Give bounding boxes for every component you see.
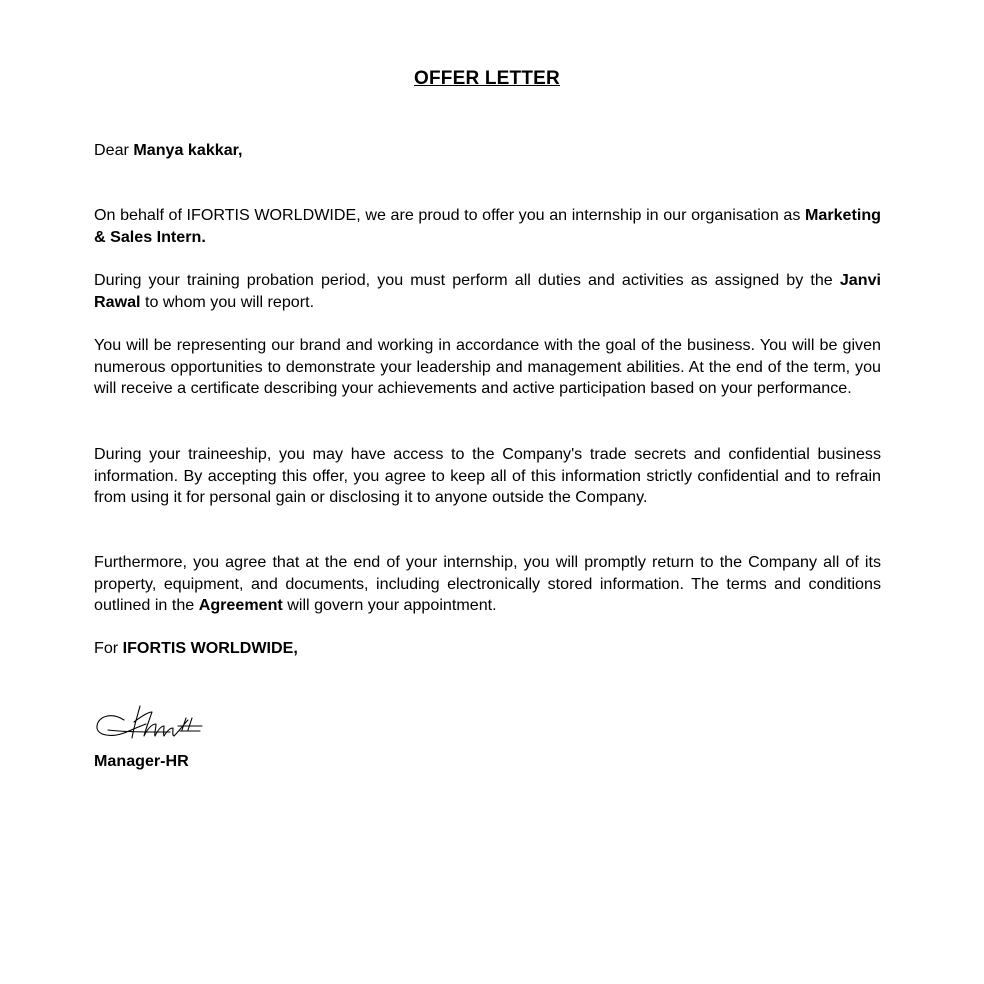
offer-text: On behalf of IFORTIS WORLDWIDE, we are proud to offer you an internship in our organisation as <box>94 206 805 224</box>
position-title: Marketing & Sales Intern. <box>94 206 881 246</box>
signature-image <box>94 702 206 744</box>
company-name: IFORTIS WORLDWIDE, <box>122 639 298 657</box>
salutation <box>94 140 881 162</box>
closing-prefix: For <box>94 639 123 657</box>
letter-title: OFFER LETTER <box>414 68 560 89</box>
return-text-after: will govern your appointment. <box>282 596 497 615</box>
return-text-before: Furthermore, you agree that at the end of your internship, you will promptly return to the Company all of its property, equipment, and documents, including electronically stored information. The terms and conditions outlined in the <box>94 553 881 615</box>
return-property-paragraph <box>94 552 881 617</box>
confidentiality-paragraph: During your traineeship, you may have access to the Company's trade secrets and confidential business information. By accepting this offer, you agree to keep all of this information strictly confidential and to refrain from using it for personal gain or disclosing it to anyone outside the Company. <box>94 445 881 507</box>
agreement-term: Agreement <box>198 596 283 615</box>
offer-paragraph <box>94 205 881 248</box>
representation-paragraph: You will be representing our brand and working in accordance with the goal of the business. You will be given numerous opportunities to demonstrate your leadership and management abilities. At the end of the term, you will receive a certificate describing your achievements and active participation based on your performance. <box>94 336 881 398</box>
recipient-name: Manya kakkar, <box>133 141 243 159</box>
signer-title: Manager-HR <box>94 752 189 770</box>
closing-line <box>94 638 881 660</box>
probation-paragraph <box>94 270 881 313</box>
probation-text-after: to whom you will report. <box>140 292 315 311</box>
salutation-prefix: Dear <box>94 141 134 159</box>
probation-text-before: During your training probation period, you must perform all duties and activities as assigned by the <box>94 271 840 289</box>
supervisor-name: Janvi Rawal <box>94 271 881 311</box>
